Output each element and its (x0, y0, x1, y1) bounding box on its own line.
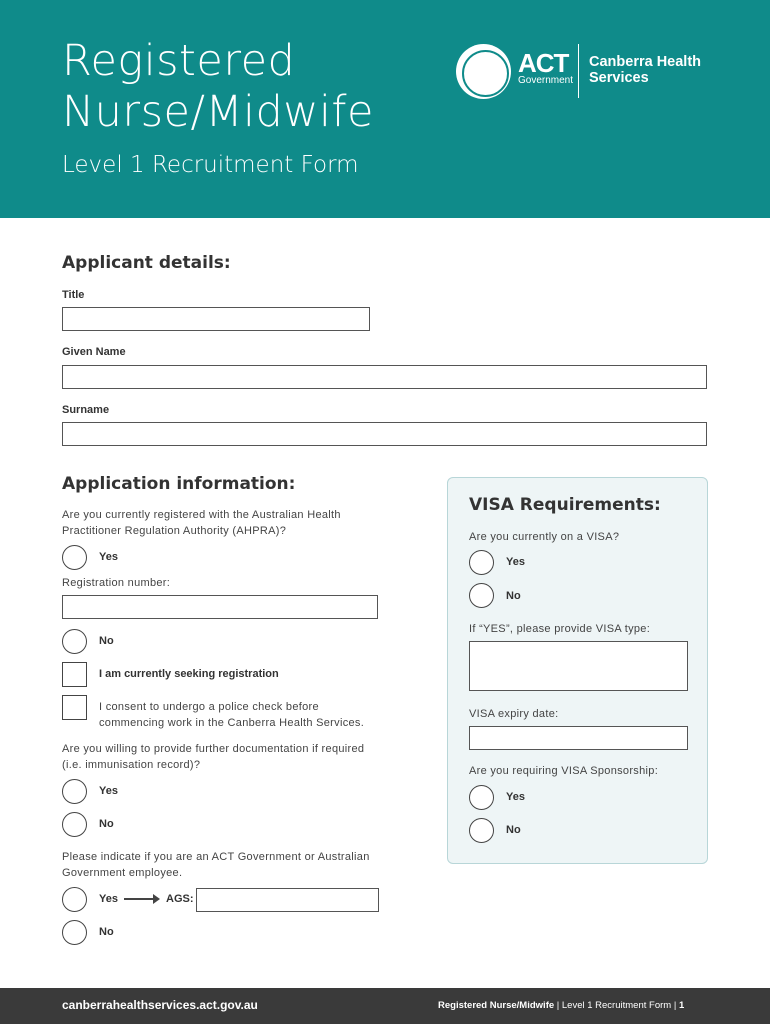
visa-yes-label: Yes (506, 556, 525, 568)
sponsorship-no-radio[interactable] (469, 818, 494, 843)
ahpra-no-label: No (99, 635, 114, 647)
employee-yes-label: Yes (99, 893, 118, 905)
visa-no-label: No (506, 590, 521, 602)
sponsorship-yes-label: Yes (506, 791, 525, 803)
logo-org-line-2: Services (589, 70, 649, 86)
documentation-line-2: (i.e. immunisation record)? (62, 759, 201, 771)
documentation-yes-radio[interactable] (62, 779, 87, 804)
documentation-yes-label: Yes (99, 785, 118, 797)
ahpra-question-line-1: Are you currently registered with the Australian Health (62, 509, 341, 521)
coat-of-arms-icon (456, 44, 511, 99)
ahpra-no-radio[interactable] (62, 629, 87, 654)
employee-line-2: Government employee. (62, 867, 183, 879)
sponsorship-question: Are you requiring VISA Sponsorship: (469, 765, 659, 777)
footer-document-info (438, 1000, 684, 1011)
page-title (62, 36, 374, 138)
police-check-consent-checkbox[interactable] (62, 695, 87, 720)
title-label: Title (62, 289, 85, 301)
documentation-no-label: No (99, 818, 114, 830)
registration-number-field[interactable] (62, 595, 378, 619)
page-subtitle: Level 1 Recruitment Form (62, 152, 359, 178)
visa-requirements-heading: VISA Requirements: (469, 495, 661, 515)
surname-field[interactable] (62, 422, 707, 446)
ahpra-yes-radio[interactable] (62, 545, 87, 570)
documentation-question (62, 741, 364, 773)
ahpra-question (62, 507, 341, 539)
given-name-label: Given Name (62, 346, 126, 358)
arrow-right-icon (124, 898, 158, 900)
footer-bar (0, 988, 770, 1024)
sponsorship-no-label: No (506, 824, 521, 836)
given-name-field[interactable] (62, 365, 707, 389)
seeking-registration-checkbox[interactable] (62, 662, 87, 687)
on-visa-question: Are you currently on a VISA? (469, 531, 620, 543)
ags-label: AGS: (166, 893, 194, 905)
ags-field[interactable] (196, 888, 379, 912)
visa-expiry-field[interactable] (469, 726, 688, 750)
header-banner (0, 0, 770, 218)
consent-line-2: commencing work in the Canberra Health Services. (99, 717, 365, 729)
employee-no-label: No (99, 926, 114, 938)
logo-org-line-1: Canberra Health (589, 54, 702, 70)
title-line-2: Nurse/Midwife (62, 87, 374, 137)
seeking-registration-label: I am currently seeking registration (99, 668, 279, 680)
logo-government-text: Government (518, 75, 574, 86)
consent-line-1: I consent to undergo a police check before (99, 701, 319, 713)
title-field[interactable] (62, 307, 370, 331)
footer-page-number: 1 (678, 1000, 685, 1011)
application-information-heading: Application information: (62, 474, 296, 494)
registration-number-label: Registration number: (62, 577, 171, 589)
surname-label: Surname (62, 404, 110, 416)
visa-type-label: If “YES”, please provide VISA type: (469, 623, 651, 635)
footer-separator-2: | (673, 1000, 677, 1011)
police-check-consent-label (99, 699, 364, 731)
employee-line-1: Please indicate if you are an ACT Government or Australian (62, 851, 370, 863)
footer-separator-1: | (556, 1000, 560, 1011)
documentation-line-1: Are you willing to provide further documentation if required (62, 743, 365, 755)
logo-divider (578, 44, 579, 98)
visa-expiry-label: VISA expiry date: (469, 708, 559, 720)
footer-doc-title: Registered Nurse/Midwife (438, 1000, 555, 1011)
employee-no-radio[interactable] (62, 920, 87, 945)
visa-type-field[interactable] (469, 641, 688, 691)
visa-yes-radio[interactable] (469, 550, 494, 575)
employee-yes-radio[interactable] (62, 887, 87, 912)
footer-form-name: Level 1 Recruitment Form (561, 1000, 672, 1011)
visa-no-radio[interactable] (469, 583, 494, 608)
act-government-logo (456, 42, 716, 100)
ahpra-question-line-2: Practitioner Regulation Authority (AHPRA)? (62, 525, 287, 537)
applicant-details-heading: Applicant details: (62, 253, 231, 273)
government-employee-question (62, 849, 370, 881)
ahpra-yes-label: Yes (99, 551, 118, 563)
logo-act-text: ACT (518, 48, 569, 78)
documentation-no-radio[interactable] (62, 812, 87, 837)
logo-org-name (589, 54, 701, 86)
title-line-1: Registered (62, 36, 296, 86)
footer-website-link[interactable]: canberrahealthservices.act.gov.au (62, 998, 258, 1012)
sponsorship-yes-radio[interactable] (469, 785, 494, 810)
